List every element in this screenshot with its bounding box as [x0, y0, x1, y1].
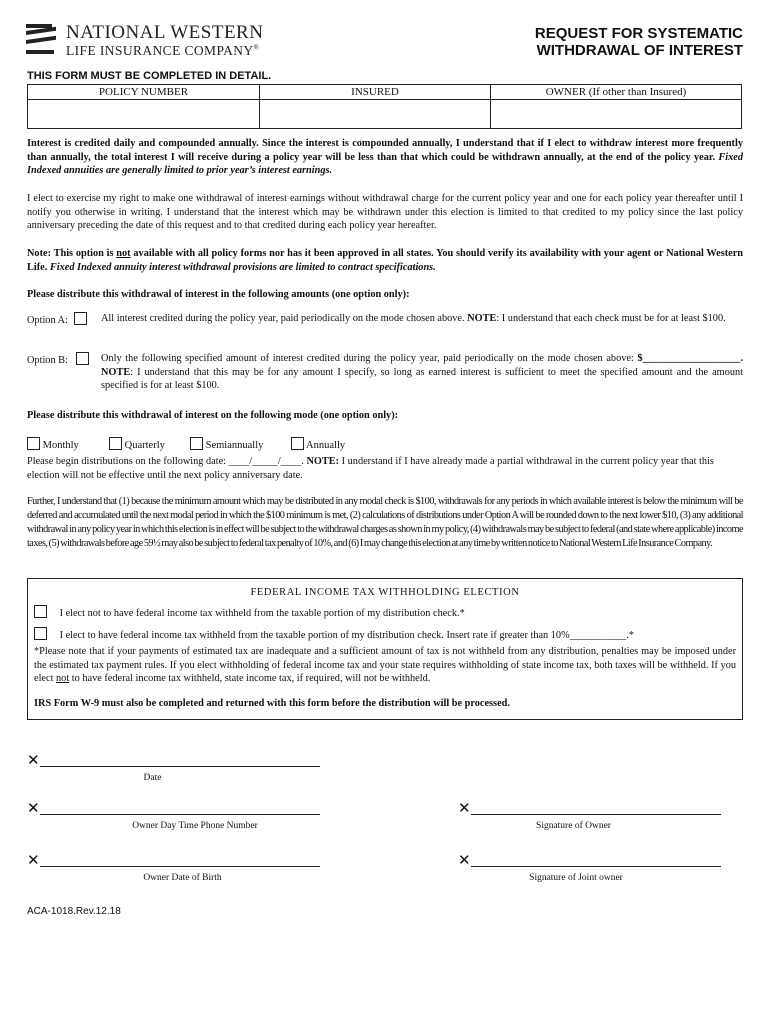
option-b-amount-field[interactable]: $___________________. — [637, 353, 744, 364]
company-logo-icon — [26, 24, 56, 56]
interest-paragraph — [27, 137, 743, 178]
owner-dob-line — [40, 866, 320, 867]
date-x-mark: ✕ — [27, 751, 40, 769]
tax-note-not: not — [56, 673, 70, 684]
owner-phone-field[interactable] — [27, 801, 327, 835]
interest-compounding-text: Interest is credited daily and compounded annually. Since the interest is compounded annually, I understand that if I elect to withdraw interest more frequently than annually, the total interest I will receive during a policy year will be less than that which could be withdrawn annually, at the end of the policy year. — [27, 138, 743, 163]
contract-spec-text: Fixed Indexed annuity interest withdrawal provisions are limited to contract specifications. — [49, 261, 436, 273]
owner-dob-x-mark: ✕ — [27, 851, 40, 869]
owner-signature-line — [471, 814, 721, 815]
quarterly-checkbox[interactable] — [109, 437, 122, 450]
registered-mark: ® — [253, 43, 260, 52]
election-paragraph: I elect to exercise my right to make one withdrawal of interest earnings without withdrawal charge for the current policy year and one for each policy year thereafter until I notify you otherwise in writing. I understand that the interest which may be withdrawn under this election is limited to that credited to my policy since the last policy anniversary preceding the date of this request and to that credited during each policy year hereafter. — [27, 193, 743, 231]
form-title-line2: WITHDRAWAL OF INTEREST — [536, 42, 743, 59]
option-a-checkbox[interactable] — [74, 312, 87, 325]
tax-not-withhold-text: I elect not to have federal income tax withheld from the taxable portion of my distribution check.* — [59, 608, 465, 619]
availability-note — [27, 247, 743, 274]
owner-dob-caption: Owner Date of Birth — [143, 873, 222, 883]
option-a-label: Option A: — [27, 315, 68, 326]
mode-quarterly[interactable] — [109, 437, 165, 451]
joint-signature-field[interactable] — [458, 853, 728, 887]
tax-withhold-checkbox[interactable] — [34, 627, 47, 640]
begin-date-paragraph — [27, 455, 743, 482]
date-line — [40, 766, 320, 767]
begin-note-text: I understand if I have already made a partial withdrawal in the current policy year that this election will not be effective until the next policy anniversary date. — [27, 456, 714, 481]
mode-heading: Please distribute this withdrawal of interest on the following mode (one option only): — [27, 410, 399, 421]
company-subtitle: LIFE INSURANCE COMPANY — [66, 43, 254, 58]
insured-cell[interactable] — [260, 85, 491, 128]
company-name: NATIONAL WESTERN — [66, 22, 264, 43]
option-a-note-label: NOTE — [467, 313, 497, 324]
form-title-line1: REQUEST FOR SYSTEMATIC — [534, 25, 743, 42]
policy-number-header: POLICY NUMBER — [28, 85, 259, 100]
option-a-row — [27, 312, 743, 342]
tax-note-b: to have federal income tax withheld, state income tax, if required, will not be withheld. — [71, 673, 431, 684]
insured-header: INSURED — [260, 85, 490, 100]
policy-number-cell[interactable] — [28, 85, 260, 128]
form-code: ACA-1018.Rev.12.18 — [27, 906, 121, 917]
semiannually-checkbox[interactable] — [190, 437, 203, 450]
completion-notice: THIS FORM MUST BE COMPLETED IN DETAIL. — [27, 70, 272, 82]
availability-note-a: Note: This option is — [27, 248, 114, 259]
tax-withholding-box — [27, 578, 743, 720]
option-b-row — [27, 352, 743, 396]
joint-signature-caption: Signature of Joint owner — [529, 873, 623, 883]
company-logo — [26, 22, 286, 62]
owner-signature-field[interactable] — [458, 801, 728, 835]
annually-label: Annually — [306, 440, 346, 451]
annually-checkbox[interactable] — [291, 437, 304, 450]
option-b-note-text: : I understand that this may be for any amount I specify, so long as earned interest is sufficient to meet the specified amount and the amount specified is for at least $100. — [101, 366, 743, 391]
semiannually-label: Semiannually — [205, 440, 264, 451]
form-title — [535, 25, 743, 59]
tax-note — [34, 645, 736, 686]
option-a-text: All interest credited during the policy year, paid periodically on the mode chosen above. — [101, 313, 465, 324]
quarterly-label: Quarterly — [124, 440, 165, 451]
availability-note-b: available with all policy forms nor has it been approved in all states. You should verify its availability with your agent or National Western Life. — [27, 248, 744, 273]
option-b-note-label: NOTE — [101, 366, 131, 378]
owner-phone-line — [40, 814, 320, 815]
owner-signature-x-mark: ✕ — [458, 799, 471, 817]
amounts-heading: Please distribute this withdrawal of interest in the following amounts (one option only): — [27, 289, 410, 300]
owner-phone-caption: Owner Day Time Phone Number — [132, 821, 258, 831]
mode-semiannually[interactable] — [190, 437, 263, 451]
monthly-label: Monthly — [42, 440, 79, 451]
option-b-checkbox[interactable] — [76, 352, 89, 365]
availability-not: not — [116, 248, 131, 259]
option-a-note-text: : I understand that each check must be for at least $100. — [496, 313, 726, 324]
joint-signature-line — [471, 866, 721, 867]
date-caption: Date — [143, 773, 162, 783]
begin-date-field[interactable]: Please begin distributions on the following date: ____/_____/____. — [27, 456, 304, 467]
mode-annually[interactable] — [291, 437, 345, 451]
w9-requirement: IRS Form W-9 must also be completed and returned with this form before the distribution will be processed. — [34, 698, 510, 709]
owner-signature-caption: Signature of Owner — [536, 821, 611, 831]
monthly-checkbox[interactable] — [27, 437, 40, 450]
tax-note-a: *Please note that if your payments of estimated tax are inadequate and a sufficient amount of tax is not withheld from any distribution, penalties may be imposed under the estimated tax payment rules. If you elect withholding of federal income tax and your state requires withholding of state income tax, both taxes will be withheld. If you elect — [34, 646, 736, 684]
begin-note-label: NOTE: — [306, 456, 340, 467]
tax-withholding-title: FEDERAL INCOME TAX WITHHOLDING ELECTION — [250, 587, 520, 598]
owner-phone-x-mark: ✕ — [27, 799, 40, 817]
owner-header: OWNER (If other than Insured) — [491, 85, 741, 100]
fixed-indexed-limit-text: Fixed Indexed annuities are generally limited to prior year’s interest earnings. — [27, 151, 743, 176]
date-signature-field[interactable] — [27, 753, 327, 787]
tax-not-withhold-checkbox[interactable] — [34, 605, 47, 618]
tax-opt-have-row — [34, 627, 736, 641]
mode-monthly[interactable] — [27, 437, 79, 451]
owner-dob-field[interactable] — [27, 853, 327, 887]
option-b-label: Option B: — [27, 355, 68, 366]
tax-withhold-text: I elect to have federal income tax withheld from the taxable portion of my distribution check. Insert rate if greater than 10%___________.* — [59, 630, 635, 641]
option-b-text: Only the following specified amount of interest credited during the policy year, paid periodically on the mode chosen above: — [101, 353, 634, 364]
further-terms-paragraph: Further, I understand that (1) because the minimum amount which may be distributed in any modal check is $100, withdrawals for any periods in which available interest is below the minimum will be deferred and accumulated until the next modal period in which the $100 minimum is met, (2) calculations of distributions under Option A will be rounded down to the next lower $10, (3) any additional withdrawal in any policy year in which this election is in effect will be subject to the withdrawal charges as shown in my policy, (4) withdrawals may be subject to federal (and state where applicable) income taxes, (5) withdrawals before age 59½ may also be subject to federal tax penalty of 10%, and (6) I may change this election at any time by written notice to National Western Life Insurance Company. — [27, 496, 743, 549]
owner-cell[interactable] — [491, 85, 741, 128]
policy-info-table — [27, 84, 742, 129]
joint-signature-x-mark: ✕ — [458, 851, 471, 869]
tax-opt-not-row — [34, 605, 736, 619]
